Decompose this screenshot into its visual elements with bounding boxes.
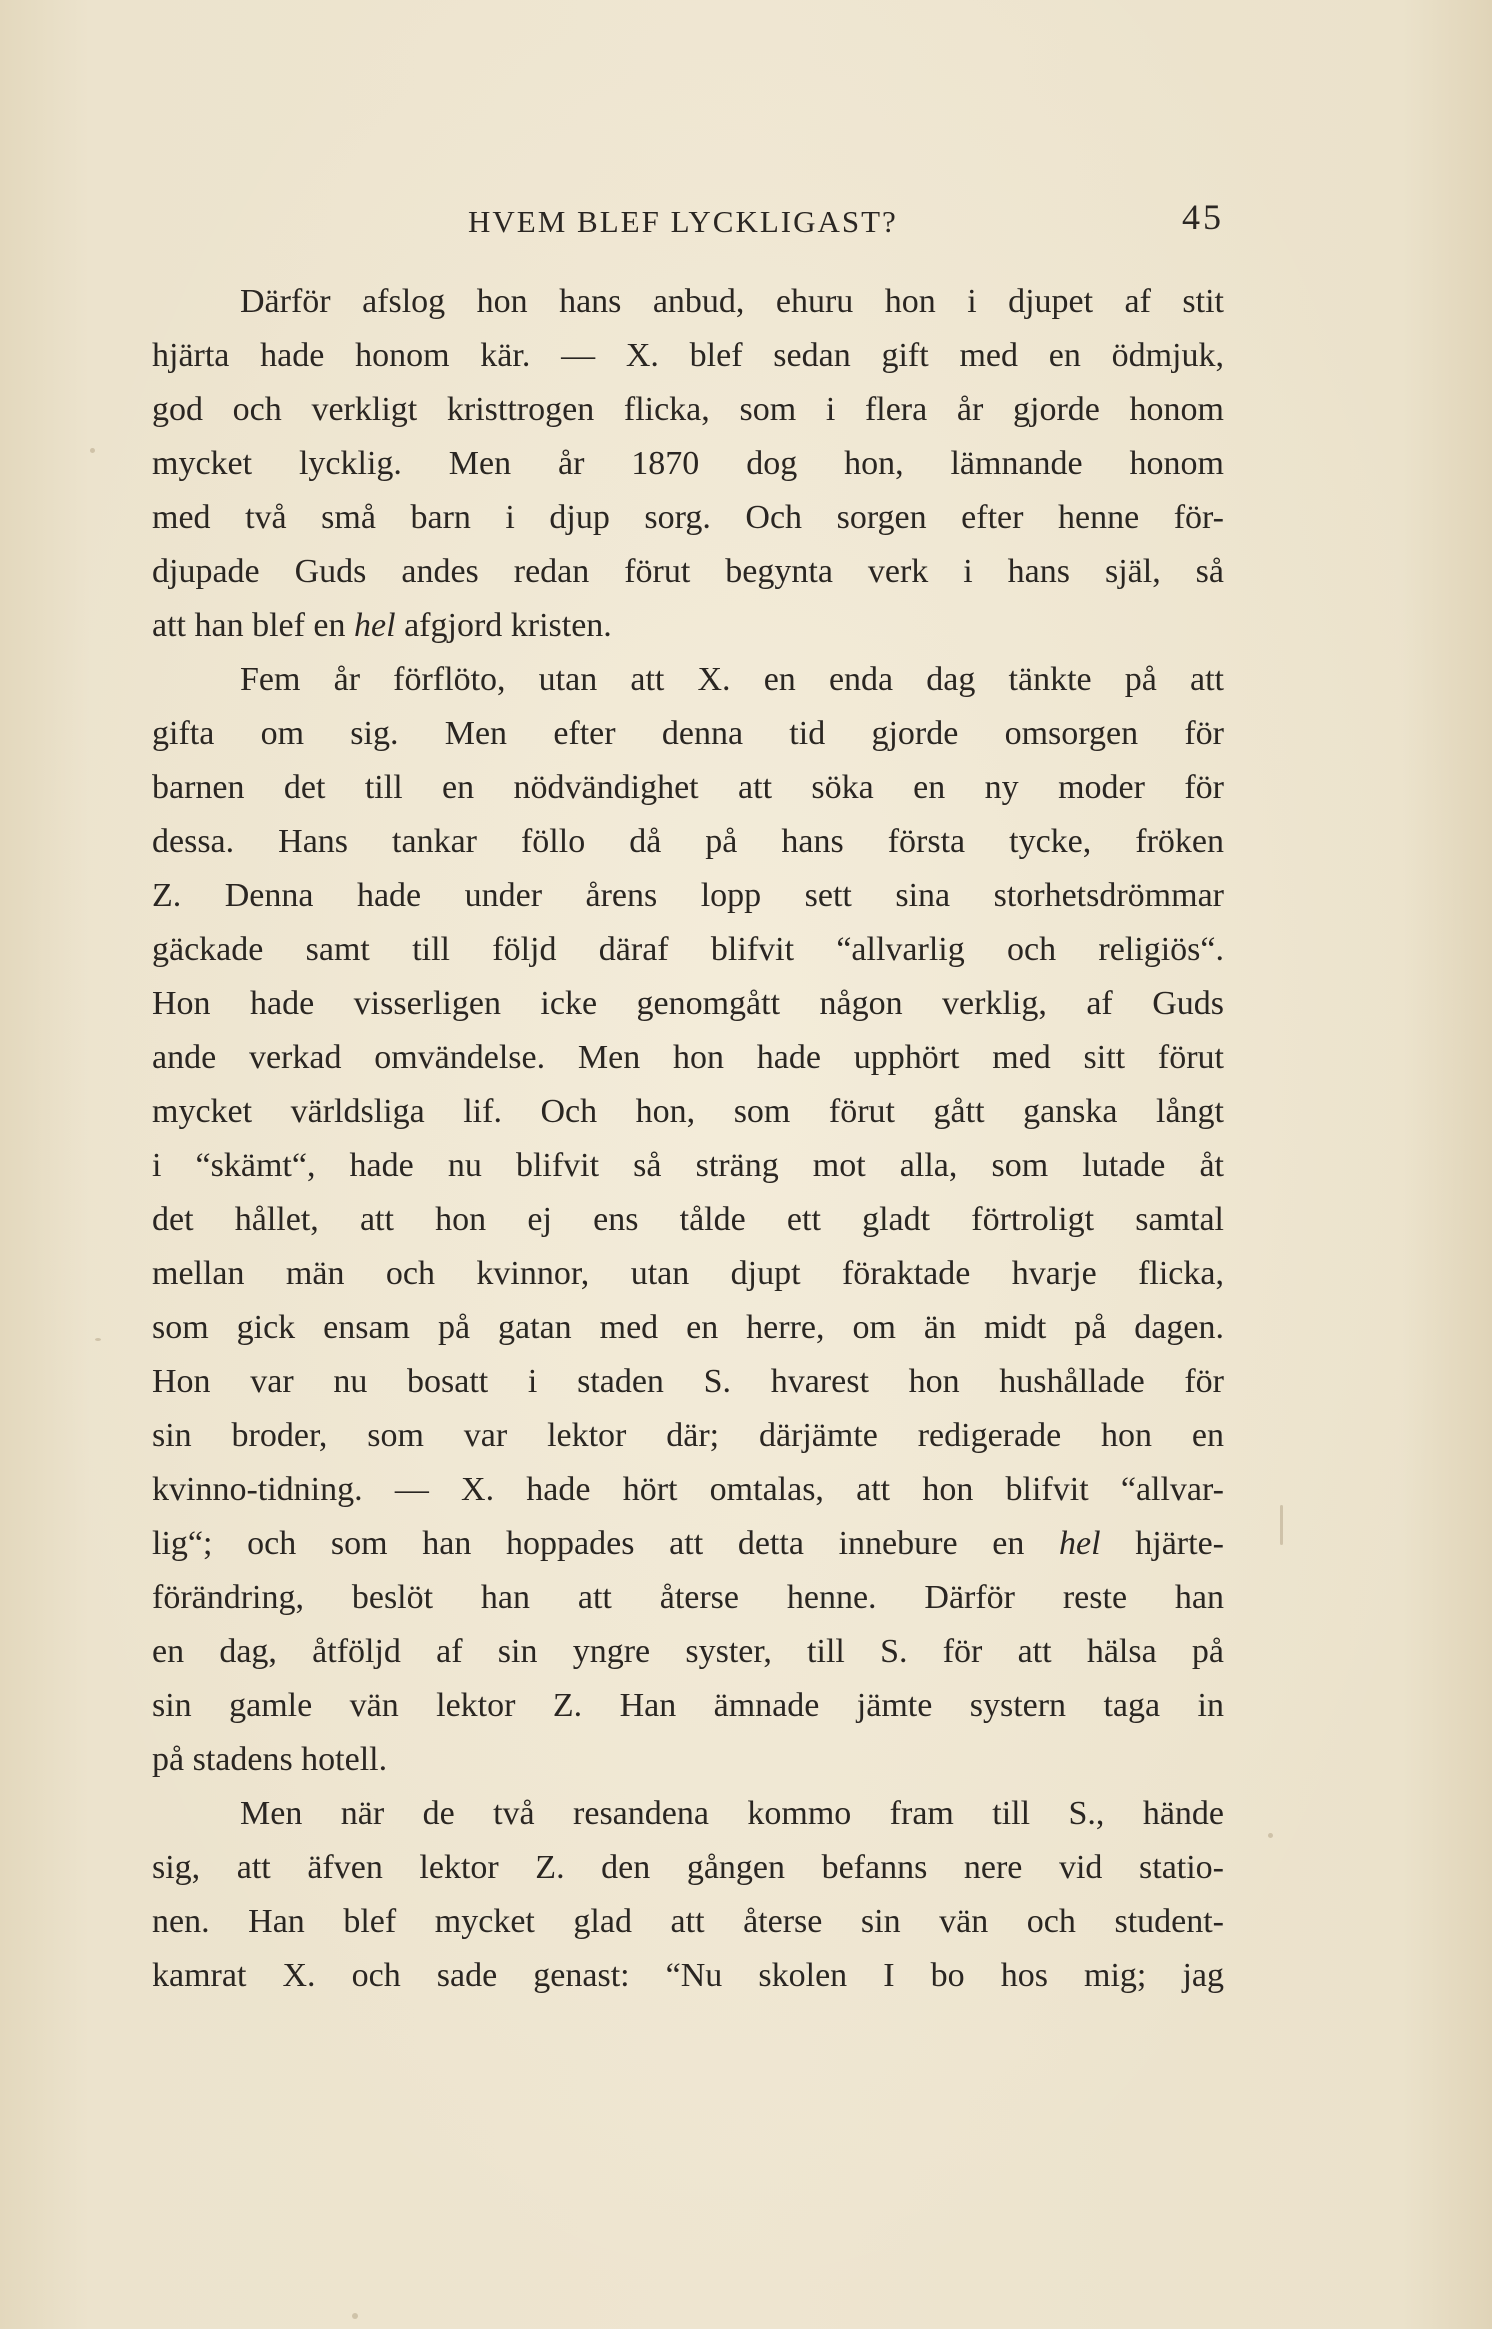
text-line: förändring, beslöt han att återse henne. Därför reste han: [152, 1579, 1224, 1616]
text-line: hjärta hade honom kär. — X. blef sedan gift med en ödmjuk,: [152, 337, 1224, 374]
text-line: dessa. Hans tankar föllo då på hans första tycke, fröken: [152, 823, 1224, 860]
text-line: [152, 599, 1224, 653]
text-line: Hon hade visserligen icke genomgått någon verklig, af Guds: [152, 985, 1224, 1022]
text-line: sin broder, som var lektor där; därjämte redigerade hon en: [152, 1417, 1224, 1454]
text-line: gäckade samt till följd däraf blifvit “allvarlig och religiös“.: [152, 931, 1224, 968]
text-segment: afgjord kristen.: [395, 607, 612, 644]
running-title: HVEM BLEF LYCKLIGAST?: [468, 204, 898, 239]
text-line: en dag, åtföljd af sin yngre syster, till S. för att hälsa på: [152, 1633, 1224, 1670]
text-line: ande verkad omvändelse. Men hon hade upphört med sitt förut: [152, 1039, 1224, 1076]
text-line: mycket lycklig. Men år 1870 dog hon, lämnande honom: [152, 445, 1224, 482]
paper-speck: [1268, 1833, 1273, 1838]
text-segment: hjärte-: [1100, 1525, 1224, 1562]
paper-speck: [90, 448, 95, 453]
body-text: [152, 275, 1224, 2003]
text-line: sig, att äfven lektor Z. den gången befanns nere vid statio-: [152, 1849, 1224, 1886]
text-line: på stadens hotell.: [152, 1741, 388, 1778]
text-line: sin gamle vän lektor Z. Han ämnade jämte systern taga in: [152, 1687, 1224, 1724]
text-line: kamrat X. och sade genast: “Nu skolen I bo hos mig; jag: [152, 1957, 1224, 1994]
text-line: Fem år förflöto, utan att X. en enda dag tänkte på att: [240, 661, 1224, 698]
text-line: nen. Han blef mycket glad att återse sin vän och student-: [152, 1903, 1224, 1940]
text-line: i “skämt“, hade nu blifvit så sträng mot alla, som lutade åt: [152, 1147, 1224, 1184]
text-line: god och verkligt kristtrogen flicka, som i flera år gjorde honom: [152, 391, 1224, 428]
text-line: Z. Denna hade under årens lopp sett sina storhetsdrömmar: [152, 877, 1224, 914]
text-line: Men när de två resandena kommo fram till S., hände: [240, 1795, 1224, 1832]
italic-word: hel: [1059, 1525, 1101, 1562]
text-line: Hon var nu bosatt i staden S. hvarest hon hushållade för: [152, 1363, 1224, 1400]
page-header: [152, 196, 1224, 246]
text-line: Därför afslog hon hans anbud, ehuru hon i djupet af stit: [240, 283, 1224, 320]
text-line: mellan män och kvinnor, utan djupt föraktade hvarje flicka,: [152, 1255, 1224, 1292]
paper-speck: [1280, 1505, 1283, 1545]
paper-speck: [95, 1338, 101, 1341]
text-line: barnen det till en nödvändighet att söka en ny moder för: [152, 769, 1224, 806]
text-line: mycket världsliga lif. Och hon, som förut gått ganska långt: [152, 1093, 1224, 1130]
paper-speck: [352, 2313, 358, 2319]
text-segment: att han blef en: [152, 607, 355, 644]
text-line: djupade Guds andes redan förut begynta verk i hans själ, så: [152, 553, 1224, 590]
text-line: som gick ensam på gatan med en herre, om än midt på dagen.: [152, 1309, 1224, 1346]
text-line: det hållet, att hon ej ens tålde ett gladt förtroligt samtal: [152, 1201, 1224, 1238]
italic-word: hel: [354, 607, 396, 644]
text-line: gifta om sig. Men efter denna tid gjorde omsorgen för: [152, 715, 1224, 752]
text-segment: lig“; och som han hoppades att detta innebure en: [152, 1525, 1060, 1562]
text-line: [152, 1517, 1224, 1571]
text-line: med två små barn i djup sorg. Och sorgen efter henne för-: [152, 499, 1224, 536]
text-line: kvinno-tidning. — X. hade hört omtalas, att hon blifvit “allvar-: [152, 1471, 1224, 1508]
page-number: 45: [1182, 197, 1224, 237]
